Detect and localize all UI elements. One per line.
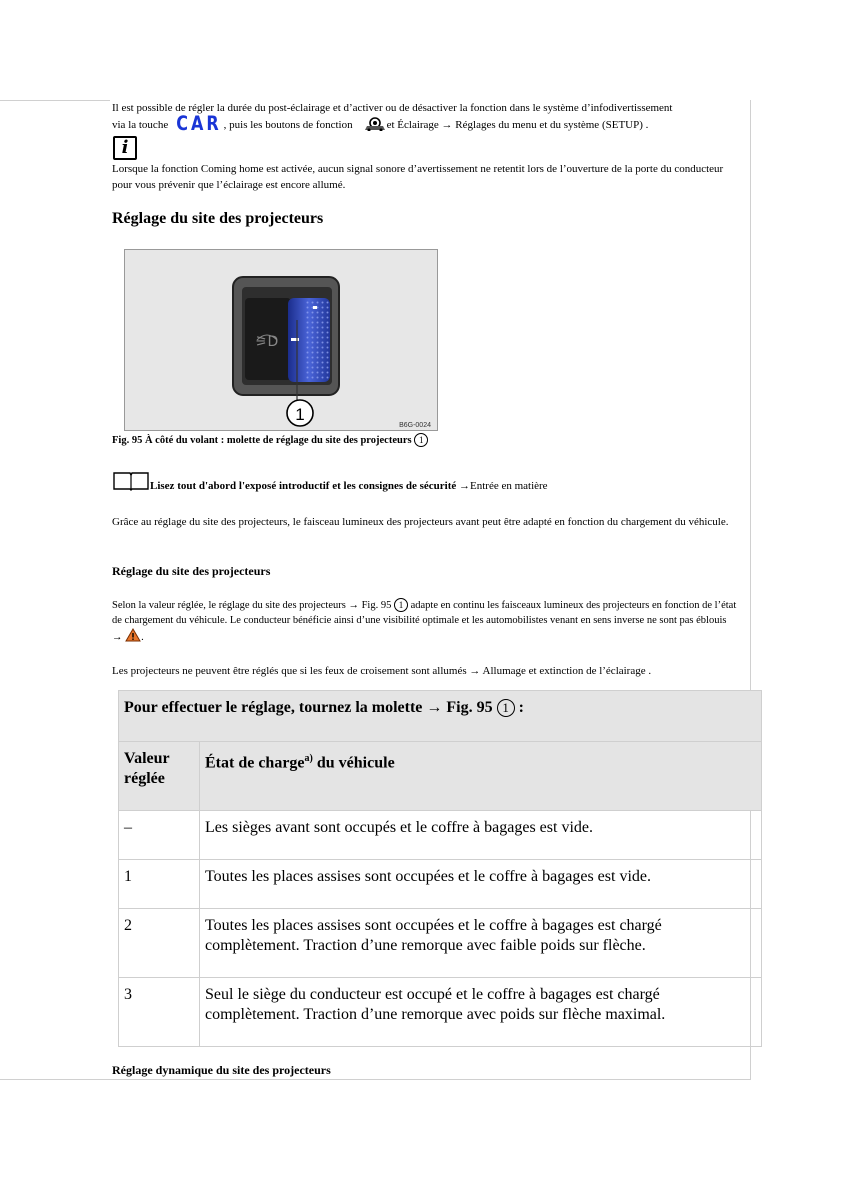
adjustment-marker: 1 — [394, 598, 408, 612]
figure-caption-text: Fig. 95 À côté du volant : molette de réglage du site des projecteurs — [112, 435, 412, 446]
page-frame-top-left — [0, 100, 110, 101]
adjustment-text-end: . — [141, 632, 144, 643]
table-title-end: : — [518, 699, 524, 716]
intro-line2-end: et Éclairage → Réglages du menu et du système (SETUP) . — [386, 119, 649, 131]
col-header-load — [200, 742, 762, 811]
table-row — [119, 978, 762, 1047]
col-header-load-end: du véhicule — [312, 754, 395, 772]
figure-headlight-dial — [124, 249, 438, 431]
section-title: Réglage du site des projecteurs — [112, 210, 324, 227]
low-beam-note: Les projecteurs ne peuvent être réglés que si les feux de croisement sont allumés → Allumage et extinction de l’éclairage . — [112, 665, 652, 677]
warning-icon[interactable] — [125, 628, 141, 647]
figure-callout-1: 1 — [295, 405, 305, 424]
svg-text:⚞D: ⚞D — [255, 334, 279, 350]
row-description: Toutes les places assises sont occupées et le coffre à bagages est vide. — [200, 860, 762, 909]
intro-link[interactable]: →Entrée en matière — [459, 480, 548, 492]
table-title-row — [119, 691, 762, 742]
col-header-load-footnote: a) — [304, 753, 313, 764]
figure-caption — [112, 433, 428, 447]
figure-caption-marker: 1 — [414, 433, 428, 447]
table-title-text: Pour effectuer le réglage, tournez la molette → Fig. 95 — [124, 699, 493, 716]
row-value: 3 — [119, 978, 200, 1047]
adjustment-paragraph — [112, 598, 737, 647]
coming-home-note: Lorsque la fonction Coming home est activée, aucun signal sonore d’avertissement ne retentit lors de l’ouverture de la porte du conducteur pour vous prévenir que l’éclairage est encore allumé. — [112, 163, 724, 191]
next-section-title: Réglage dynamique du site des projecteurs — [112, 1063, 331, 1077]
col-header-load-text: État de charge — [205, 754, 305, 772]
intro-line2-start: via la touche — [112, 119, 169, 131]
row-value: – — [119, 811, 200, 860]
col-header-value: Valeur réglée — [119, 742, 200, 811]
table-row — [119, 909, 762, 978]
row-description: Les sièges avant sont occupés et le coffre à bagages est vide. — [200, 811, 762, 860]
table-title — [119, 691, 762, 742]
headlight-dial-illustration — [125, 250, 437, 430]
intro-line1: Il est possible de régler la durée du post-éclairage et d’activer ou de désactiver la fonction dans le système d’infodivertissement — [112, 102, 673, 114]
row-value: 1 — [119, 860, 200, 909]
open-book-icon — [112, 471, 150, 494]
info-icon: i — [113, 136, 137, 160]
table-header-row — [119, 742, 762, 811]
subsection-title: Réglage du site des projecteurs — [112, 564, 271, 578]
settings-car-icon — [363, 117, 387, 136]
adjustment-table — [118, 690, 762, 1047]
intro-paragraph — [112, 100, 737, 136]
adjustment-text-middle: adapte en continu les faisceaux lumineux des projecteurs en fonction de l’état de chargement du véhicule. Le conducteur bénéficie ainsi d’une visibilité optimale et les automobilistes venant en sens inverse ne sont pas éblouis → — [112, 600, 737, 643]
adjustment-text-start: Selon la valeur réglée, le réglage du site des projecteurs → Fig. 95 — [112, 600, 392, 611]
row-value: 2 — [119, 909, 200, 978]
row-description: Seul le siège du conducteur est occupé et le coffre à bagages est chargé complètement. Traction d’une remorque avec poids sur flèche maximal. — [200, 978, 762, 1047]
row-description: Toutes les places assises sont occupées et le coffre à bagages est chargé complètement. Traction d’une remorque avec faible poids sur flèche. — [200, 909, 762, 978]
page-frame-bottom — [0, 1079, 751, 1080]
intro-line2-middle: , puis les boutons de fonction — [223, 119, 353, 131]
table-row — [119, 860, 762, 909]
read-first-text: Lisez tout d'abord l'exposé introductif et les consignes de sécurité — [150, 480, 457, 492]
table-row — [119, 811, 762, 860]
figure-code: B6G-0024 — [399, 422, 431, 429]
read-first-notice — [112, 471, 548, 494]
intro-description: Grâce au réglage du site des projecteurs, le faisceau lumineux des projecteurs avant peut être adapté en fonction du chargement du véhicule. — [112, 516, 729, 528]
car-button-icon: CAR — [176, 112, 222, 135]
table-title-marker: 1 — [497, 699, 515, 717]
